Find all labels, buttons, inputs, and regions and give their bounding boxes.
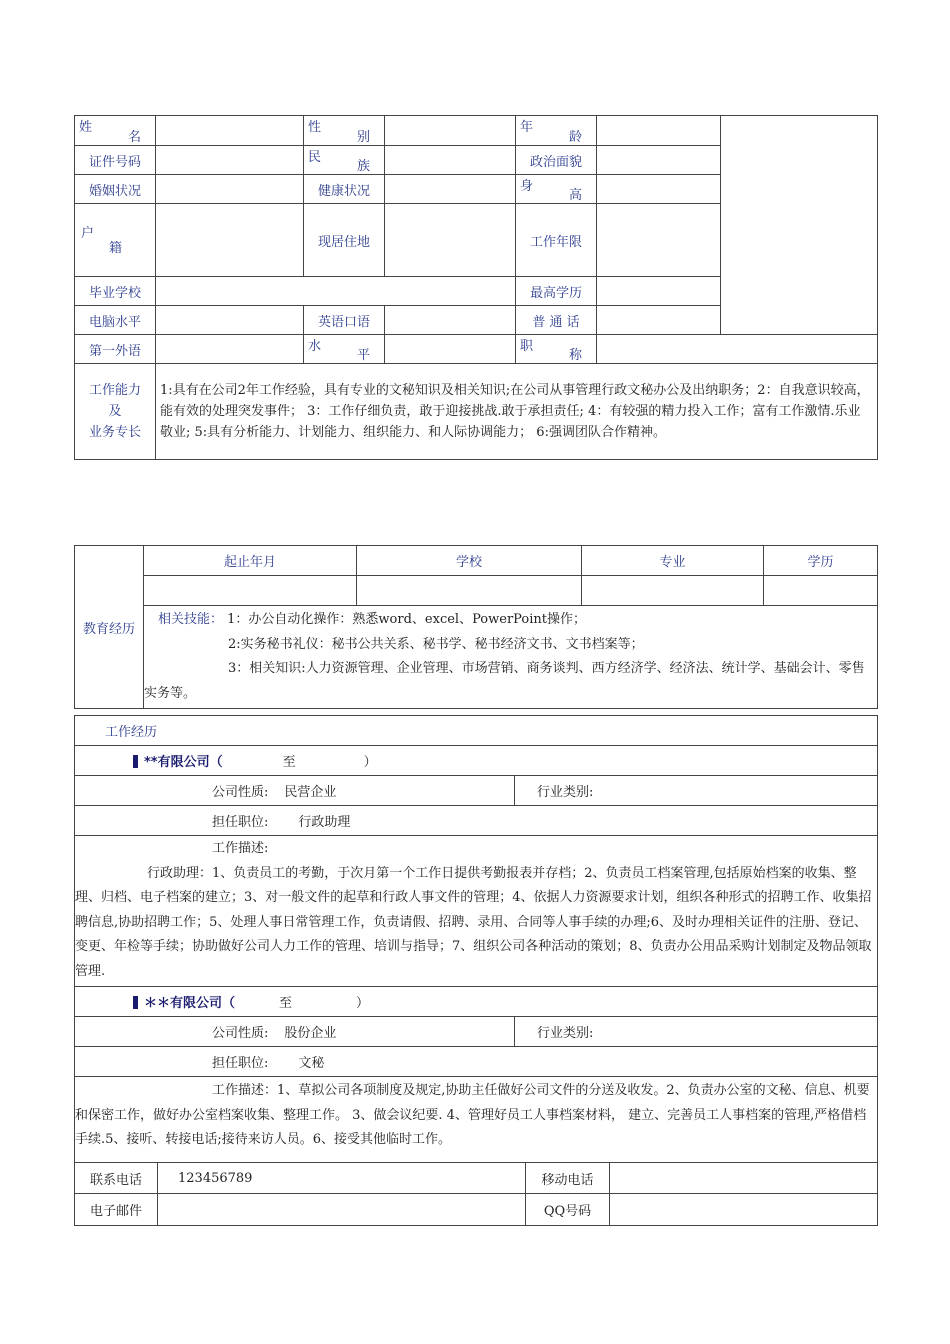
email-label: 电子邮件 — [75, 1194, 158, 1226]
height-label: 身 高 — [516, 175, 597, 204]
edu-header-school: 学校 — [357, 546, 582, 576]
company-2-name: ＊＊有限公司（ — [144, 996, 236, 1011]
bar-icon — [133, 755, 138, 768]
skills-label: 相关技能： — [158, 612, 224, 627]
residence-label: 现居住地 — [304, 204, 385, 277]
phone-label: 联系电话 — [75, 1163, 158, 1194]
huji-value[interactable] — [156, 204, 304, 277]
education-table — [74, 545, 878, 709]
name-value[interactable] — [156, 116, 304, 146]
politics-value[interactable] — [597, 146, 721, 175]
foreign-label: 第一外语 — [75, 335, 156, 364]
health-label: 健康状况 — [304, 175, 385, 204]
contact-table — [74, 1162, 878, 1226]
company-1-position: 担任职位: 行政助理 — [75, 806, 878, 836]
id-label: 证件号码 — [75, 146, 156, 175]
company-2-nature: 公司性质: 股份企业 — [75, 1017, 515, 1047]
edu-degree-value[interactable] — [764, 576, 878, 606]
mandarin-label: 普 通 话 — [516, 306, 597, 335]
gender-value[interactable] — [385, 116, 516, 146]
gender-label: 性 别 — [304, 116, 385, 146]
name-label: 姓 名 — [75, 116, 156, 146]
company-2-end: ） — [356, 996, 370, 1011]
politics-label: 政治面貌 — [516, 146, 597, 175]
company-1-to: 至 — [282, 755, 296, 770]
title-value[interactable] — [597, 335, 878, 364]
company-1-desc: 工作描述: 行政助理：1、负责员工的考勤，于次月第一个工作日提供考勤报表并存档；2、负责员工档案管理,包括原始档案的收集、整理、归档、电子档案的建立；3、对一般文件的起草和行政人事文件的管理；4、依据人力资源要求计划，组织各种形式的招聘工作、收集招聘信息,协助招聘工作；5、处理人事日常管理工作，负责请假、招聘、录用、合同等人事手续的办理;6、及时办理相关证件的注册、登记、变更、年检等手续；协助做好公司人力工作的管理、培训与指导；7、组织公司各种活动的策划；8、负责办公用品采购计划制定及物品领取管理. — [75, 836, 878, 987]
phone-value[interactable]: 123456789 — [158, 1163, 526, 1194]
nation-value[interactable] — [385, 146, 516, 175]
mandarin-value[interactable] — [597, 306, 878, 335]
work-years-label: 工作年限 — [516, 204, 597, 277]
company-2-to: 至 — [279, 996, 293, 1011]
bar-icon — [133, 996, 138, 1009]
work-table — [74, 715, 878, 1163]
degree-value[interactable] — [597, 277, 721, 306]
age-label: 年 龄 — [516, 116, 597, 146]
email-value[interactable] — [158, 1194, 526, 1226]
company-1-name: **有限公司（ — [144, 755, 223, 770]
company-1-industry: 行业类别: — [515, 776, 878, 806]
company-2-position: 担任职位: 文秘 — [75, 1047, 878, 1077]
level-value[interactable] — [385, 335, 516, 364]
photo-cell — [721, 116, 878, 335]
ability-label: 工作能力 及 业务专长 — [75, 364, 156, 460]
company-2-row — [75, 987, 878, 1017]
degree-label: 最高学历 — [516, 277, 597, 306]
level-label: 水 平 — [304, 335, 385, 364]
skill-3: 3：相关知识:人力资源管理、企业管理、市场营销、商务谈判、西方经济学、经济法、统计学、基础会计、零售实务等。 — [144, 661, 865, 701]
company-2-industry: 行业类别: — [515, 1017, 878, 1047]
marital-label: 婚姻状况 — [75, 175, 156, 204]
computer-value[interactable] — [156, 306, 304, 335]
huji-label: 户 籍 — [75, 204, 156, 277]
mobile-label: 移动电话 — [526, 1163, 610, 1194]
skills-cell — [144, 606, 878, 709]
height-value[interactable] — [597, 175, 721, 204]
nation-label: 民 族 — [304, 146, 385, 175]
work-years-value[interactable] — [597, 204, 721, 277]
company-1-nature: 公司性质: 民营企业 — [75, 776, 515, 806]
company-1-end: ） — [363, 755, 377, 770]
edu-school-value[interactable] — [357, 576, 582, 606]
edu-header-period: 起止年月 — [144, 546, 357, 576]
basic-info-table — [74, 115, 878, 460]
age-value[interactable] — [597, 116, 721, 146]
edu-header-major: 专业 — [582, 546, 764, 576]
marital-value[interactable] — [156, 175, 304, 204]
work-label: 工作经历 — [75, 716, 878, 746]
edu-header-degree: 学历 — [764, 546, 878, 576]
school-label: 毕业学校 — [75, 277, 156, 306]
education-label: 教育经历 — [75, 546, 144, 709]
company-1-row — [75, 746, 878, 776]
id-value[interactable] — [156, 146, 304, 175]
qq-value[interactable] — [610, 1194, 878, 1226]
school-value[interactable] — [156, 277, 516, 306]
ability-text: 1:具有在公司2年工作经验，具有专业的文秘知识及相关知识;在公司从事管理行政文秘办公及出纳职务；2：自我意识较高，能有效的处理突发事件； 3：工作仔细负责，敢于迎接挑战.敢于承担责任; 4：有较强的精力投入工作；富有工作激情.乐业敬业; 5:具有分析能力、计划能力、组织能力、和人际协调能力； 6:强调团队合作精神。 — [156, 364, 878, 460]
computer-label: 电脑水平 — [75, 306, 156, 335]
skill-2: 2:实务秘书礼仪：秘书公共关系、秘书学、秘书经济文书、文书档案等； — [228, 636, 644, 652]
title-label: 职 称 — [516, 335, 597, 364]
edu-period-value[interactable] — [144, 576, 357, 606]
edu-major-value[interactable] — [582, 576, 764, 606]
health-value[interactable] — [385, 175, 516, 204]
skill-1: 1：办公自动化操作：熟悉word、excel、PowerPoint操作； — [227, 612, 586, 627]
english-value[interactable] — [385, 306, 516, 335]
mobile-value[interactable] — [610, 1163, 878, 1194]
qq-label: QQ号码 — [526, 1194, 610, 1226]
residence-value[interactable] — [385, 204, 516, 277]
company-2-desc: 工作描述：1、草拟公司各项制度及规定,协助主任做好公司文件的分送及收发。2、负责办公室的文秘、信息、机要和保密工作，做好办公室档案收集、整理工作。 3、做会议纪要. 4、管理好员工人事档案材料， 建立、完善员工人事档案的管理,严格借档手续.5、接听、转接电话;接待来访人员。6、接受其他临时工作。 — [75, 1077, 878, 1163]
english-label: 英语口语 — [304, 306, 385, 335]
foreign-value[interactable] — [156, 335, 304, 364]
